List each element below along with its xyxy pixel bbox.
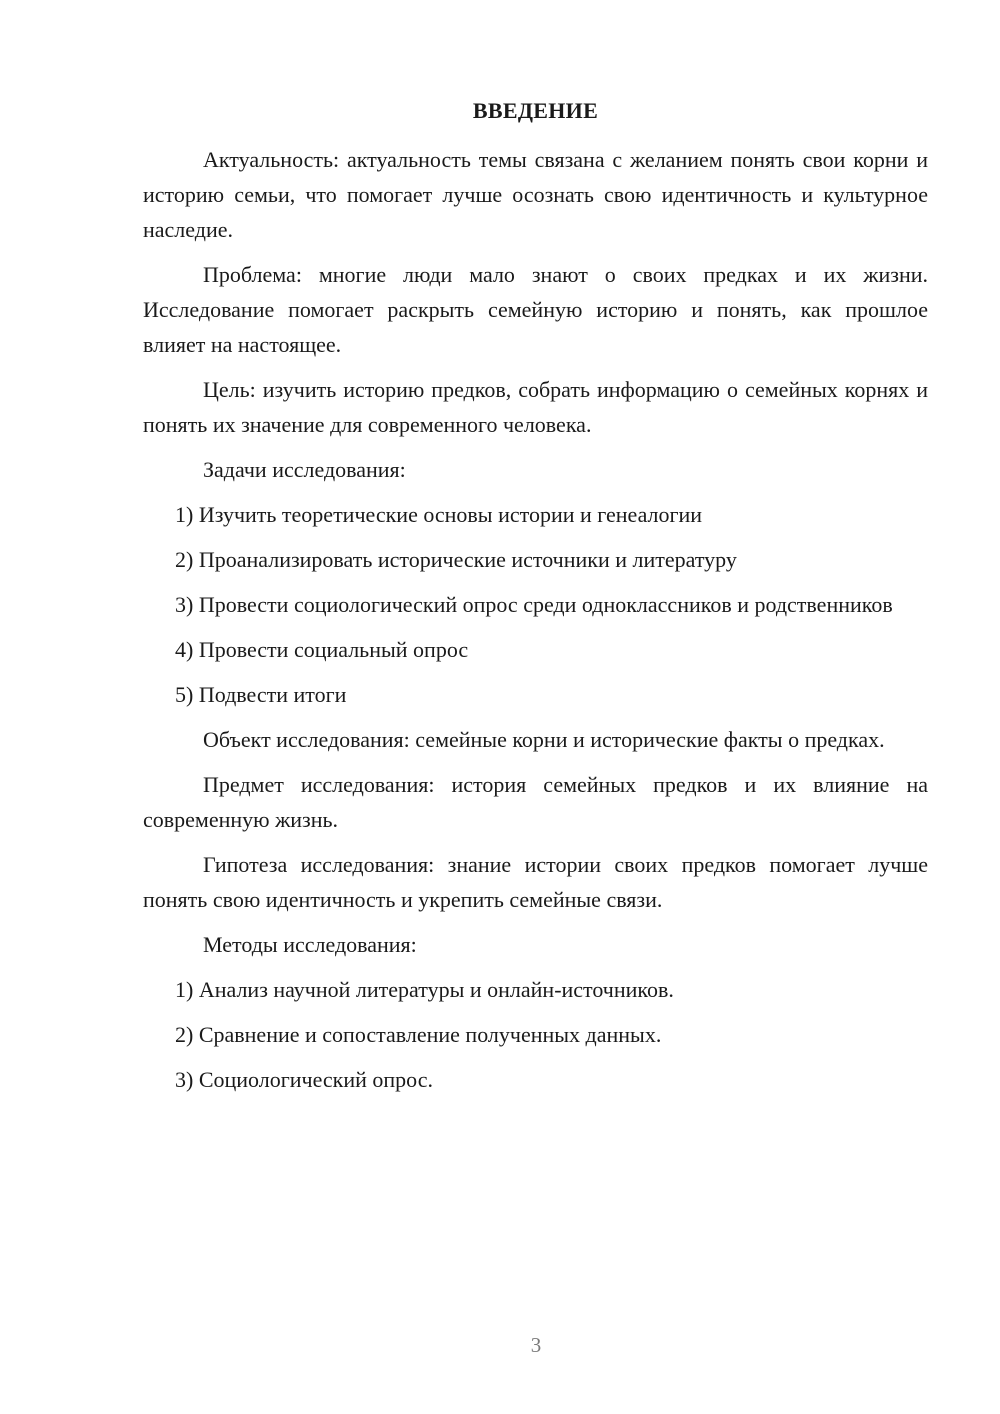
methods-title: Методы исследования: <box>203 932 417 957</box>
subject-paragraph: Предмет исследования: история семейных предков и их влияние на современную жизнь. <box>143 772 928 832</box>
problem-paragraph: Проблема: многие люди мало знают о своих предках и их жизни. Исследование помогает раскрыть семейную историю и понять, как прошлое влияет на настоящее. <box>143 262 928 357</box>
task-item: 5) Подвести итоги <box>175 682 347 707</box>
relevance-paragraph: Актуальность: актуальность темы связана с желанием понять свои корни и историю семьи, что помогает лучше осознать свою идентичность и культурное наследие. <box>143 147 928 242</box>
tasks-title: Задачи исследования: <box>203 457 406 482</box>
goal-paragraph: Цель: изучить историю предков, собрать информацию о семейных корнях и понять их значение для современного человека. <box>143 377 928 437</box>
object-paragraph: Объект исследования: семейные корни и исторические факты о предках. <box>203 727 885 752</box>
section-heading: ВВЕДЕНИЕ <box>472 98 599 123</box>
page-number: 3 <box>530 1333 542 1357</box>
hypothesis-paragraph: Гипотеза исследования: знание истории своих предков помогает лучше понять свою идентичность и укрепить семейные связи. <box>143 852 928 912</box>
task-item: 4) Провести социальный опрос <box>175 637 469 662</box>
method-item: 2) Сравнение и сопоставление полученных данных. <box>175 1022 662 1047</box>
task-item: 1) Изучить теоретические основы истории и генеалогии <box>175 502 703 527</box>
task-item: 3) Провести социологический опрос среди одноклассников и родственников <box>175 592 893 617</box>
page-content <box>143 96 928 1107</box>
method-item: 1) Анализ научной литературы и онлайн-источников. <box>175 977 674 1002</box>
method-item: 3) Социологический опрос. <box>175 1067 433 1092</box>
task-item: 2) Проанализировать исторические источники и литературу <box>175 547 737 572</box>
